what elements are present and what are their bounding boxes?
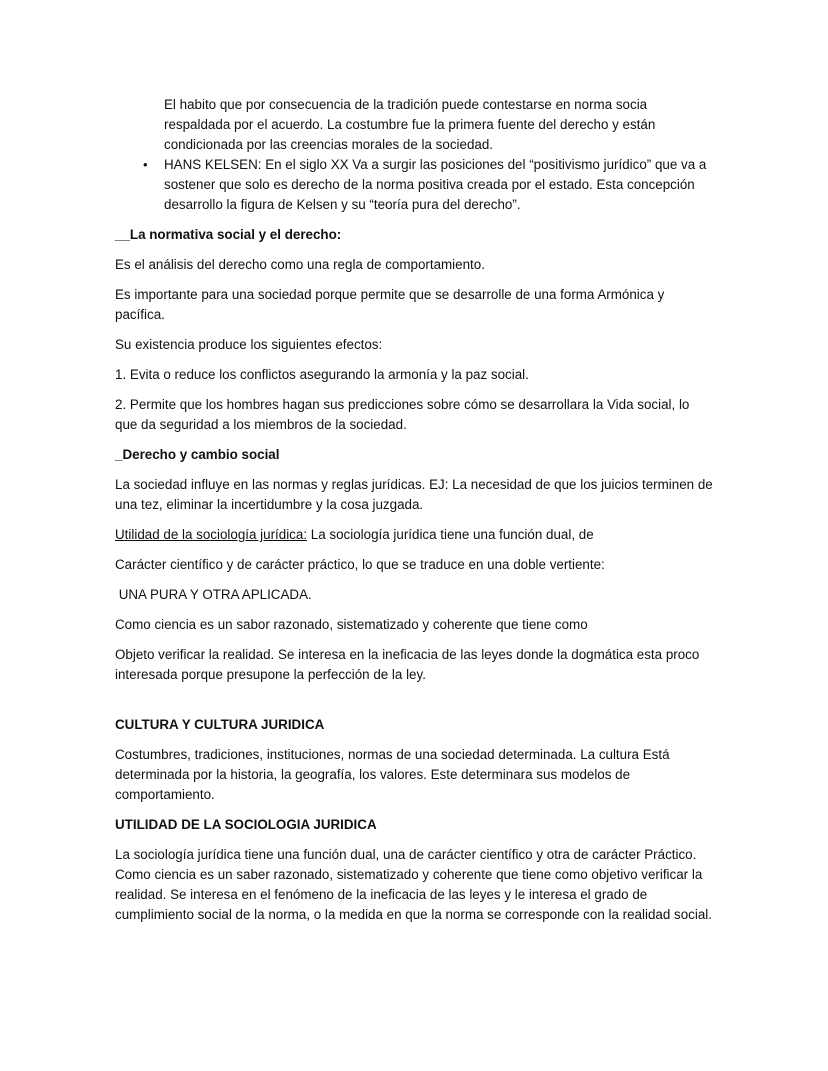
utilidad-section-paragraph: La sociología jurídica tiene una función dual, una de carácter científico y otra de carácter Práctico. Como ciencia es un saber razonado, sistematizado y coherente que tiene como objetivo verificar la realidad. Se interesa en el fenómeno de la ineficacia de las leyes y le interesa el grado de cumplimiento social de la norma, o la medida en que la norma se corresponde con la realidad social. (115, 847, 712, 922)
document-page (115, 95, 715, 935)
utilidad-paragraph (115, 525, 715, 545)
cultura-heading: CULTURA Y CULTURA JURIDICA (115, 717, 325, 732)
cambio-paragraph-3: Carácter científico y de carácter práctico, lo que se traduce en una doble vertiente: (115, 557, 605, 572)
utilidad-text: La sociología jurídica tiene una función dual, de (307, 527, 594, 542)
section-spacer (115, 695, 715, 715)
normativa-paragraph-3: Su existencia produce los siguientes efectos: (115, 337, 383, 352)
intro-continuation-paragraph: El habito que por consecuencia de la tradición puede contestarse en norma socia respaldada por el acuerdo. La costumbre fue la primera fuente del derecho y están condicionada por las creencias morales de la sociedad. (164, 97, 656, 152)
normativa-heading: __La normativa social y el derecho: (115, 227, 342, 242)
cambio-paragraph-5: Como ciencia es un sabor razonado, sistematizado y coherente que tiene como (115, 617, 588, 632)
cambio-paragraph-1: La sociedad influye en las normas y reglas jurídicas. EJ: La necesidad de que los juicios terminen de una tez, eliminar la incertidumbre y la cosa juzgada. (115, 477, 713, 512)
list-item (115, 155, 715, 215)
cambio-paragraph-6: Objeto verificar la realidad. Se interesa en la ineficacia de las leyes donde la dogmática esta proco interesada porque presupone la perfección de la ley. (115, 647, 700, 682)
kelsen-bullet-text: HANS KELSEN: En el siglo XX Va a surgir las posiciones del “positivismo jurídico” que va a sostener que solo es derecho de la norma positiva creada por el estado. Esta concepción desarrollo la figura de Kelsen y su “teoría pura del derecho”. (164, 157, 707, 212)
cambio-paragraph-4: UNA PURA Y OTRA APLICADA. (115, 587, 312, 602)
normativa-paragraph-5: 2. Permite que los hombres hagan sus predicciones sobre cómo se desarrollara la Vida social, lo que da seguridad a los miembros de la sociedad. (115, 397, 690, 432)
bullet-list (115, 155, 715, 215)
bullet-icon: • (143, 157, 148, 172)
utilidad-label: Utilidad de la sociología jurídica: (115, 527, 308, 542)
normativa-paragraph-4: 1. Evita o reduce los conflictos asegurando la armonía y la paz social. (115, 367, 529, 382)
cultura-paragraph-1: Costumbres, tradiciones, instituciones, normas de una sociedad determinada. La cultura Está determinada por la historia, la geografía, los valores. Este determinara sus modelos de comportamiento. (115, 747, 670, 802)
utilidad-heading: UTILIDAD DE LA SOCIOLOGIA JURIDICA (115, 817, 377, 832)
normativa-paragraph-1: Es el análisis del derecho como una regla de comportamiento. (115, 257, 485, 272)
normativa-paragraph-2: Es importante para una sociedad porque permite que se desarrolle de una forma Armónica y pacífica. (115, 287, 665, 322)
cambio-heading: _Derecho y cambio social (115, 447, 280, 462)
